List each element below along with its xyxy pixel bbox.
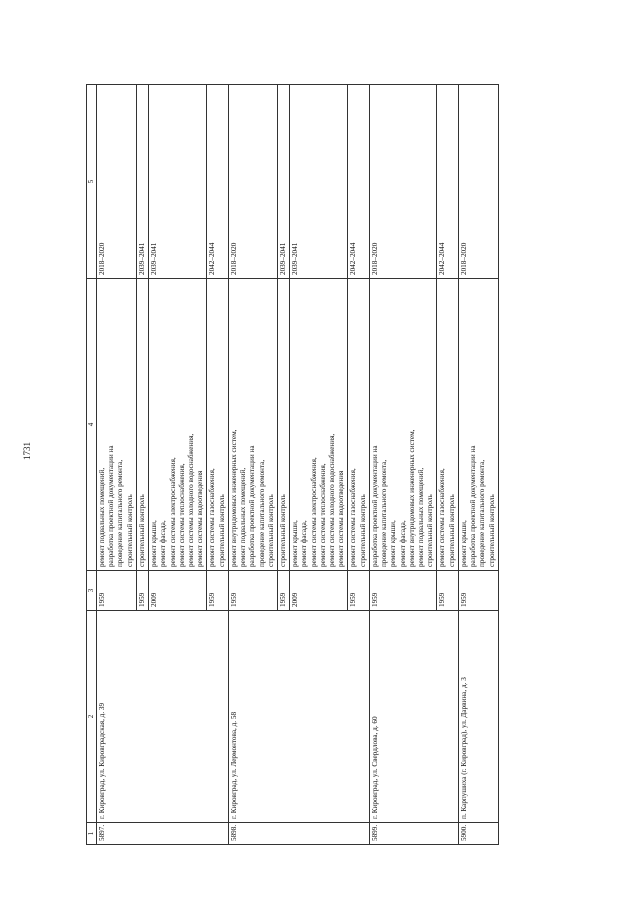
works-list [437,279,458,571]
works-list [149,279,207,571]
work-item: ремонт системы холодного водоснабжения, [328,433,337,567]
repair-period: 2018–2020 [228,85,277,279]
repair-period: 2018–2020 [97,85,137,279]
column-header: 1 [87,823,97,845]
work-item: ремонт системы электроснабжения, [309,457,318,567]
works-list [97,279,137,571]
repair-schedule-table [86,84,499,845]
build-year: 1959 [458,571,498,611]
table-row [228,85,277,845]
column-header: 3 [87,571,97,611]
works-list [290,279,348,571]
works-list [458,279,498,571]
build-year: 1959 [97,571,137,611]
work-item: разработка проектной документации на [248,445,257,567]
work-item: ремонт фасада, [398,520,407,567]
table-row [97,85,137,845]
work-item: ремонт фасада, [159,520,168,567]
build-year: 1959 [136,571,148,611]
repair-period: 2039–2041 [290,85,348,279]
repair-period: 2039–2041 [149,85,207,279]
repair-period: 2042–2044 [348,85,369,279]
entry-number: 5899. [369,823,458,845]
entry-address: г. Кировград, ул. Кировградская, д. 39 [97,611,229,823]
build-year: 1959 [228,571,277,611]
table-row [458,85,498,845]
repair-period: 2042–2044 [207,85,228,279]
work-item: строительный контроль [217,494,226,567]
work-item: строительный контроль [426,494,435,567]
works-list [277,279,289,571]
column-header: 5 [87,85,97,279]
repair-period: 2039–2041 [136,85,148,279]
page-number: 1731 [22,442,32,460]
repair-period: 2042–2044 [437,85,458,279]
work-item: ремонт крыши, [150,520,159,567]
work-item: строительный контроль [447,494,456,567]
column-header: 2 [87,611,97,823]
work-item: ремонт крыши, [389,520,398,567]
work-item: проведение капитального ремонта, [116,459,125,567]
entry-address: г. Кировград, ул. Лермонтова, д. 58 [228,611,369,823]
build-year: 2009 [149,571,207,611]
work-item: ремонт внутридомовых инженерных систем, [407,429,416,567]
work-item: ремонт крыши, [459,520,468,567]
work-item: строительный контроль [487,494,496,567]
work-item: ремонт фасада, [300,520,309,567]
works-list [228,279,277,571]
work-item: ремонт подвальных помещений, [98,467,106,567]
build-year: 1959 [369,571,437,611]
works-list [369,279,437,571]
work-item: ремонт системы холодного водоснабжения, [186,433,195,567]
repair-period: 2018–2020 [458,85,498,279]
work-item: строительный контроль [137,494,146,567]
repair-period: 2018–2020 [369,85,437,279]
entry-number: 5897. [97,823,229,845]
build-year: 1959 [207,571,228,611]
work-item: ремонт внутридомовых инженерных систем, [229,429,238,567]
work-item: ремонт системы водоотведения [337,470,346,567]
work-item: разработка проектной документации на [107,445,116,567]
column-number-row [87,85,97,845]
work-item: ремонт системы теплоснабжения, [318,463,327,567]
table-body [97,85,499,845]
build-year: 1959 [437,571,458,611]
works-list [348,279,369,571]
table-row [369,85,437,845]
column-header: 4 [87,279,97,571]
build-year: 1959 [277,571,289,611]
build-year: 2009 [290,571,348,611]
entry-address: п. Карпушиха (г. Кировград), ул. Дарвина, д. 3 [458,611,498,823]
entry-number: 5900. [458,823,498,845]
entry-number: 5898. [228,823,369,845]
work-item: проведение капитального ремонта, [380,459,389,567]
work-item: ремонт системы газоснабжения, [438,468,447,567]
work-item: ремонт системы газоснабжения, [208,468,217,567]
work-item: ремонт крыши, [291,520,300,567]
work-item: разработка проектной документации на [469,445,478,567]
work-item: проведение капитального ремонта, [478,459,487,567]
repair-period: 2039–2041 [277,85,289,279]
work-item: проведение капитального ремонта, [257,459,266,567]
work-item: строительный контроль [358,494,367,567]
work-item: строительный контроль [278,494,287,567]
work-item: ремонт подвальных помещений, [239,467,248,567]
work-item: ремонт системы водоотведения [196,470,205,567]
work-item: ремонт системы теплоснабжения, [177,463,186,567]
work-item: ремонт системы газоснабжения, [349,468,358,567]
work-item: строительный контроль [125,494,134,567]
work-item: разработка проектной документации на [370,445,379,567]
build-year: 1959 [348,571,369,611]
work-item: ремонт подвальных помещений, [417,467,425,567]
rotated-table-container [86,85,576,845]
entry-address: г. Кировград, ул. Свердлова, д. 60 [369,611,458,823]
works-list [136,279,148,571]
work-item: ремонт системы электроснабжения, [168,457,177,567]
work-item: строительный контроль [266,494,275,567]
works-list [207,279,228,571]
